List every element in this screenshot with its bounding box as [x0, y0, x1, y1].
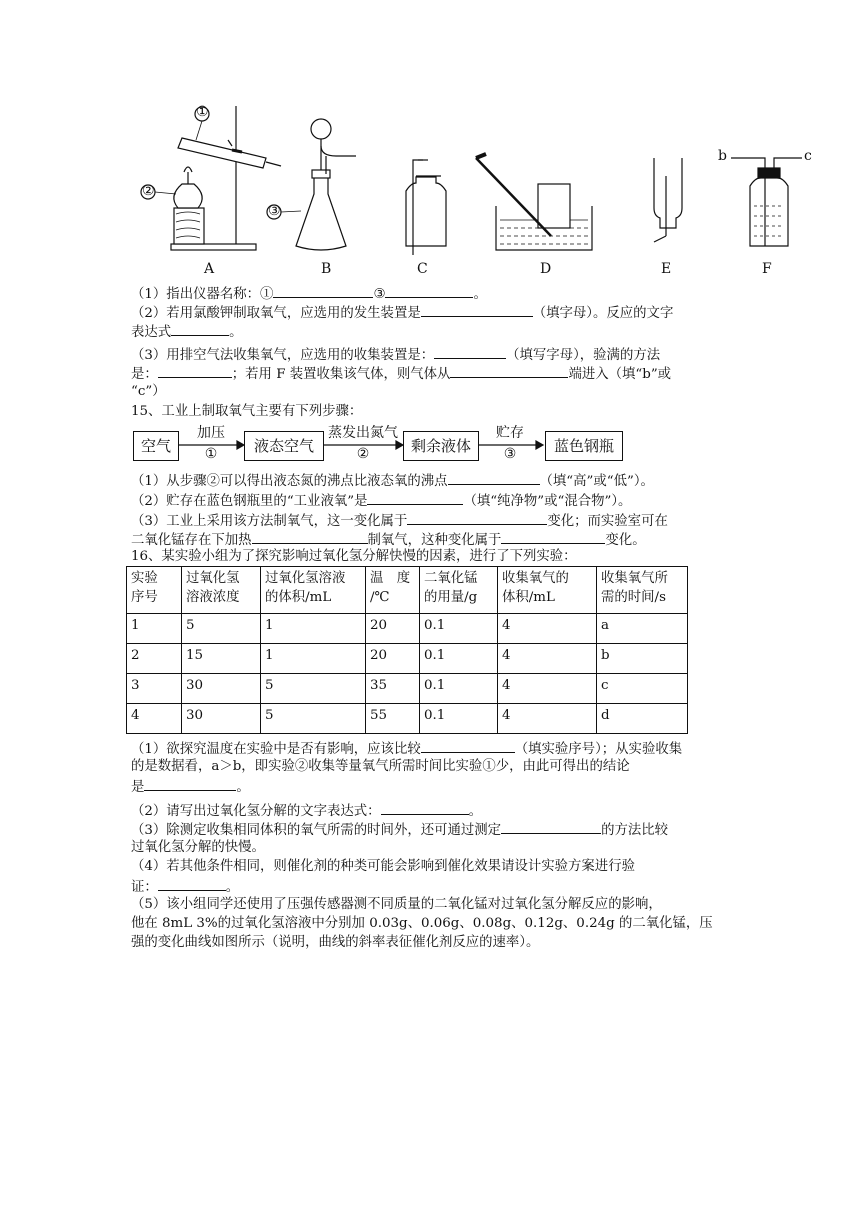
q16-text-3a: （3）除测定收集相同体积的氧气所需的时间外，还可通过测定	[131, 823, 502, 838]
q16-part-1-line-3	[131, 776, 250, 797]
q15-text-1b: （填“高”或“低”）。	[539, 474, 654, 489]
q14-blank-5[interactable]	[434, 344, 506, 359]
table-cell: 4	[498, 704, 597, 734]
apparatus-label-d: D	[540, 261, 552, 277]
apparatus-drawing	[126, 96, 816, 286]
marker-3: ③	[268, 203, 281, 219]
table-cell: 0.1	[420, 674, 498, 704]
q15-text-3b: 变化；而实验室可在	[547, 514, 668, 529]
q16-text-2b: 。	[468, 804, 482, 819]
q16-blank-3[interactable]	[381, 800, 469, 815]
process-flow	[131, 422, 731, 468]
table-cell: 55	[366, 704, 420, 734]
q16-text-3b: 的方法比较	[601, 823, 669, 838]
q16-text-1d: 是	[131, 780, 145, 795]
flow-arrow-2-label: 蒸发出氮气	[328, 425, 398, 441]
marker-c: c	[804, 148, 812, 164]
table-cell: 30	[182, 704, 261, 734]
q14-text-2a: （2）若用氯酸钾制取氧气，应选用的发生装置是	[131, 306, 421, 321]
table-header-row	[127, 567, 688, 614]
table-cell: 15	[182, 644, 261, 674]
table-cell: 20	[366, 614, 420, 644]
table-cell: 0.1	[420, 614, 498, 644]
q15-text-2a: （2）贮存在蓝色钢瓶里的“工业液氧”是	[131, 494, 368, 509]
q14-line-4	[131, 344, 660, 365]
table-header-cell: 过氧化氢溶液 的体积/mL	[261, 567, 366, 614]
q15-line-2	[131, 490, 631, 511]
apparatus-d-drawing	[476, 154, 592, 250]
q16-part-3-line-1	[131, 819, 668, 840]
table-cell: 4	[498, 614, 597, 644]
table-cell: c	[597, 674, 688, 704]
q14-text-5b: ；若用 F 装置收集该气体，则气体从	[231, 367, 451, 382]
flow-box-blue-cylinder: 蓝色钢瓶	[545, 431, 623, 461]
table-header-cell: 温 度 /℃	[366, 567, 420, 614]
q16-part-5-line-2: 他在 8mL 3%的过氧化氢溶液中分别加 0.03g、0.06g、0.08g、0.12g、0.24g 的二氧化锰，压	[131, 916, 713, 931]
q16-part-5-line-1: （5）该小组同学还使用了压强传感器测不同质量的二氧化锰对过氧化氢分解反应的影响，	[131, 897, 662, 912]
q16-blank-4[interactable]	[501, 819, 601, 834]
q15-text-1a: （1）从步骤②可以得出液态氮的沸点比液态氧的沸点	[131, 474, 448, 489]
table-header-cell: 收集氧气的 体积/mL	[498, 567, 597, 614]
q14-blank-6[interactable]	[158, 363, 232, 378]
apparatus-label-f: F	[762, 261, 772, 277]
apparatus-b-drawing	[267, 119, 356, 250]
q16-part-1-line-2: 的是数据看，a＞b，即实验②收集等量氧气所需时间比实验①少，由此可得出的结论	[131, 759, 630, 774]
q16-part-1-line-1	[131, 738, 682, 759]
flow-arrow-1-label: 加压	[197, 425, 225, 441]
q15-text-4c: 变化。	[605, 533, 646, 548]
marker-b: b	[718, 148, 727, 164]
table-cell: 4	[498, 674, 597, 704]
q16-blank-5[interactable]	[158, 876, 226, 891]
table-row	[127, 614, 688, 644]
q16-text-2a: （2）请写出过氧化氢分解的文字表达式：	[131, 804, 381, 819]
table-cell: d	[597, 704, 688, 734]
q14-blank-4[interactable]	[171, 321, 229, 336]
table-row	[127, 704, 688, 734]
q15-text-2b: （填“纯净物”或“混合物”）。	[463, 494, 632, 509]
q16-blank-2[interactable]	[144, 776, 236, 791]
q14-text-4b: （填写字母），验满的方法	[506, 348, 661, 363]
q16-part-2	[131, 800, 482, 821]
apparatus-label-b: B	[321, 261, 332, 277]
q16-part-5-line-3: 强的变化曲线如图所示（说明，曲线的斜率表征催化剂反应的速率）。	[131, 935, 540, 950]
table-cell: 3	[127, 674, 182, 704]
apparatus-label-a: A	[204, 261, 215, 277]
q14-line-2	[131, 302, 673, 323]
table-cell: 4	[498, 644, 597, 674]
q16-text-1e: 。	[236, 780, 250, 795]
q14-line-1	[131, 283, 487, 304]
table-cell: a	[597, 614, 688, 644]
q15-text-4b: 制氧气，这种变化属于	[367, 533, 502, 548]
q14-text-5c: 端进入（填“b”或	[568, 367, 672, 382]
table-cell: 0.1	[420, 644, 498, 674]
table-header-cell: 二氧化锰 的用量/g	[420, 567, 498, 614]
table-cell: 35	[366, 674, 420, 704]
apparatus-label-e: E	[661, 261, 672, 277]
q15-blank-5[interactable]	[501, 529, 605, 544]
table-cell: 5	[261, 674, 366, 704]
q16-text-4c: 。	[225, 880, 240, 895]
q14-line-6: “c”）	[131, 384, 166, 399]
apparatus-c-drawing	[406, 160, 446, 255]
q14-blank-7[interactable]	[450, 363, 568, 378]
flow-arrow-3-step: ③	[503, 446, 517, 462]
q16-text-1b: （填实验序号）；从实验收集	[514, 742, 683, 757]
marker-2: ②	[142, 183, 155, 199]
flow-arrow-2-step: ②	[356, 446, 370, 462]
apparatus-e-drawing	[654, 158, 682, 242]
q16-part-3-line-2: 过氧化氢分解的快慢。	[131, 840, 265, 855]
q14-line-5	[131, 363, 671, 384]
q14-text-3a: 表达式	[131, 325, 172, 340]
flow-arrow-3-label: 贮存	[496, 425, 524, 441]
table-cell: 5	[182, 614, 261, 644]
q14-text-2b: （填字母）。反应的文字	[532, 306, 674, 321]
q15-blank-3[interactable]	[407, 510, 547, 525]
flow-box-liquid-air: 液态空气	[244, 431, 324, 461]
q14-blank-1[interactable]	[273, 283, 373, 298]
table-row	[127, 644, 688, 674]
q14-text-3b: 。	[229, 325, 243, 340]
table-cell: 20	[366, 644, 420, 674]
q15-line-3	[131, 510, 668, 531]
apparatus-figure	[126, 96, 816, 286]
q15-title: 15、工业上制取氧气主要有下列步骤：	[131, 404, 363, 419]
table-cell: 1	[127, 614, 182, 644]
q16-part-4-line-1: （4）若其他条件相同，则催化剂的种类可能会影响到催化效果请设计实验方案进行验	[131, 859, 635, 874]
table-cell: 5	[261, 704, 366, 734]
q16-title: 16、某实验小组为了探究影响过氧化氢分解快慢的因素，进行了下列实验：	[131, 549, 577, 564]
q14-text-1a: （1）指出仪器名称：①	[131, 287, 274, 302]
table-cell: 30	[182, 674, 261, 704]
table-cell: 1	[261, 644, 366, 674]
q15-blank-2[interactable]	[367, 490, 463, 505]
table-header-cell: 过氧化氢 溶液浓度	[182, 567, 261, 614]
q15-text-3a: （3）工业上采用该方法制氧气，这一变化属于	[131, 514, 408, 529]
q14-text-1b: ③	[373, 287, 386, 302]
table-cell: 0.1	[420, 704, 498, 734]
q15-line-1	[131, 470, 654, 491]
table-cell: 2	[127, 644, 182, 674]
table-cell: b	[597, 644, 688, 674]
experiment-table	[126, 566, 688, 734]
q15-blank-1[interactable]	[448, 470, 540, 485]
q15-blank-4[interactable]	[252, 529, 368, 544]
marker-1: ①	[196, 104, 209, 120]
q16-blank-1[interactable]	[421, 738, 515, 753]
flow-box-remaining-liquid: 剩余液体	[403, 431, 479, 461]
q15-text-4a: 二氧化锰存在下加热	[131, 533, 252, 548]
table-header-cell: 收集氧气所 需的时间/s	[597, 567, 688, 614]
q14-blank-3[interactable]	[421, 302, 533, 317]
q14-text-4a: （3）用排空气法收集氧气，应选用的收集装置是：	[131, 348, 435, 363]
q14-blank-2[interactable]	[385, 283, 473, 298]
q16-text-4b: 证：	[131, 880, 158, 895]
table-row	[127, 674, 688, 704]
flow-box-air: 空气	[133, 431, 179, 461]
table-cell: 1	[261, 614, 366, 644]
apparatus-label-c: C	[417, 261, 428, 277]
q14-line-3	[131, 321, 243, 342]
q16-text-1a: （1）欲探究温度在实验中是否有影响，应该比较	[131, 742, 421, 757]
q16-part-4-line-2	[131, 876, 239, 897]
q14-text-1c: 。	[473, 287, 487, 302]
apparatus-a-drawing	[141, 106, 281, 250]
apparatus-f-drawing	[731, 158, 802, 246]
table-cell: 4	[127, 704, 182, 734]
flow-arrow-1-step: ①	[204, 446, 218, 462]
q14-text-5a: 是：	[131, 367, 158, 382]
table-header-cell: 实验 序号	[127, 567, 182, 614]
